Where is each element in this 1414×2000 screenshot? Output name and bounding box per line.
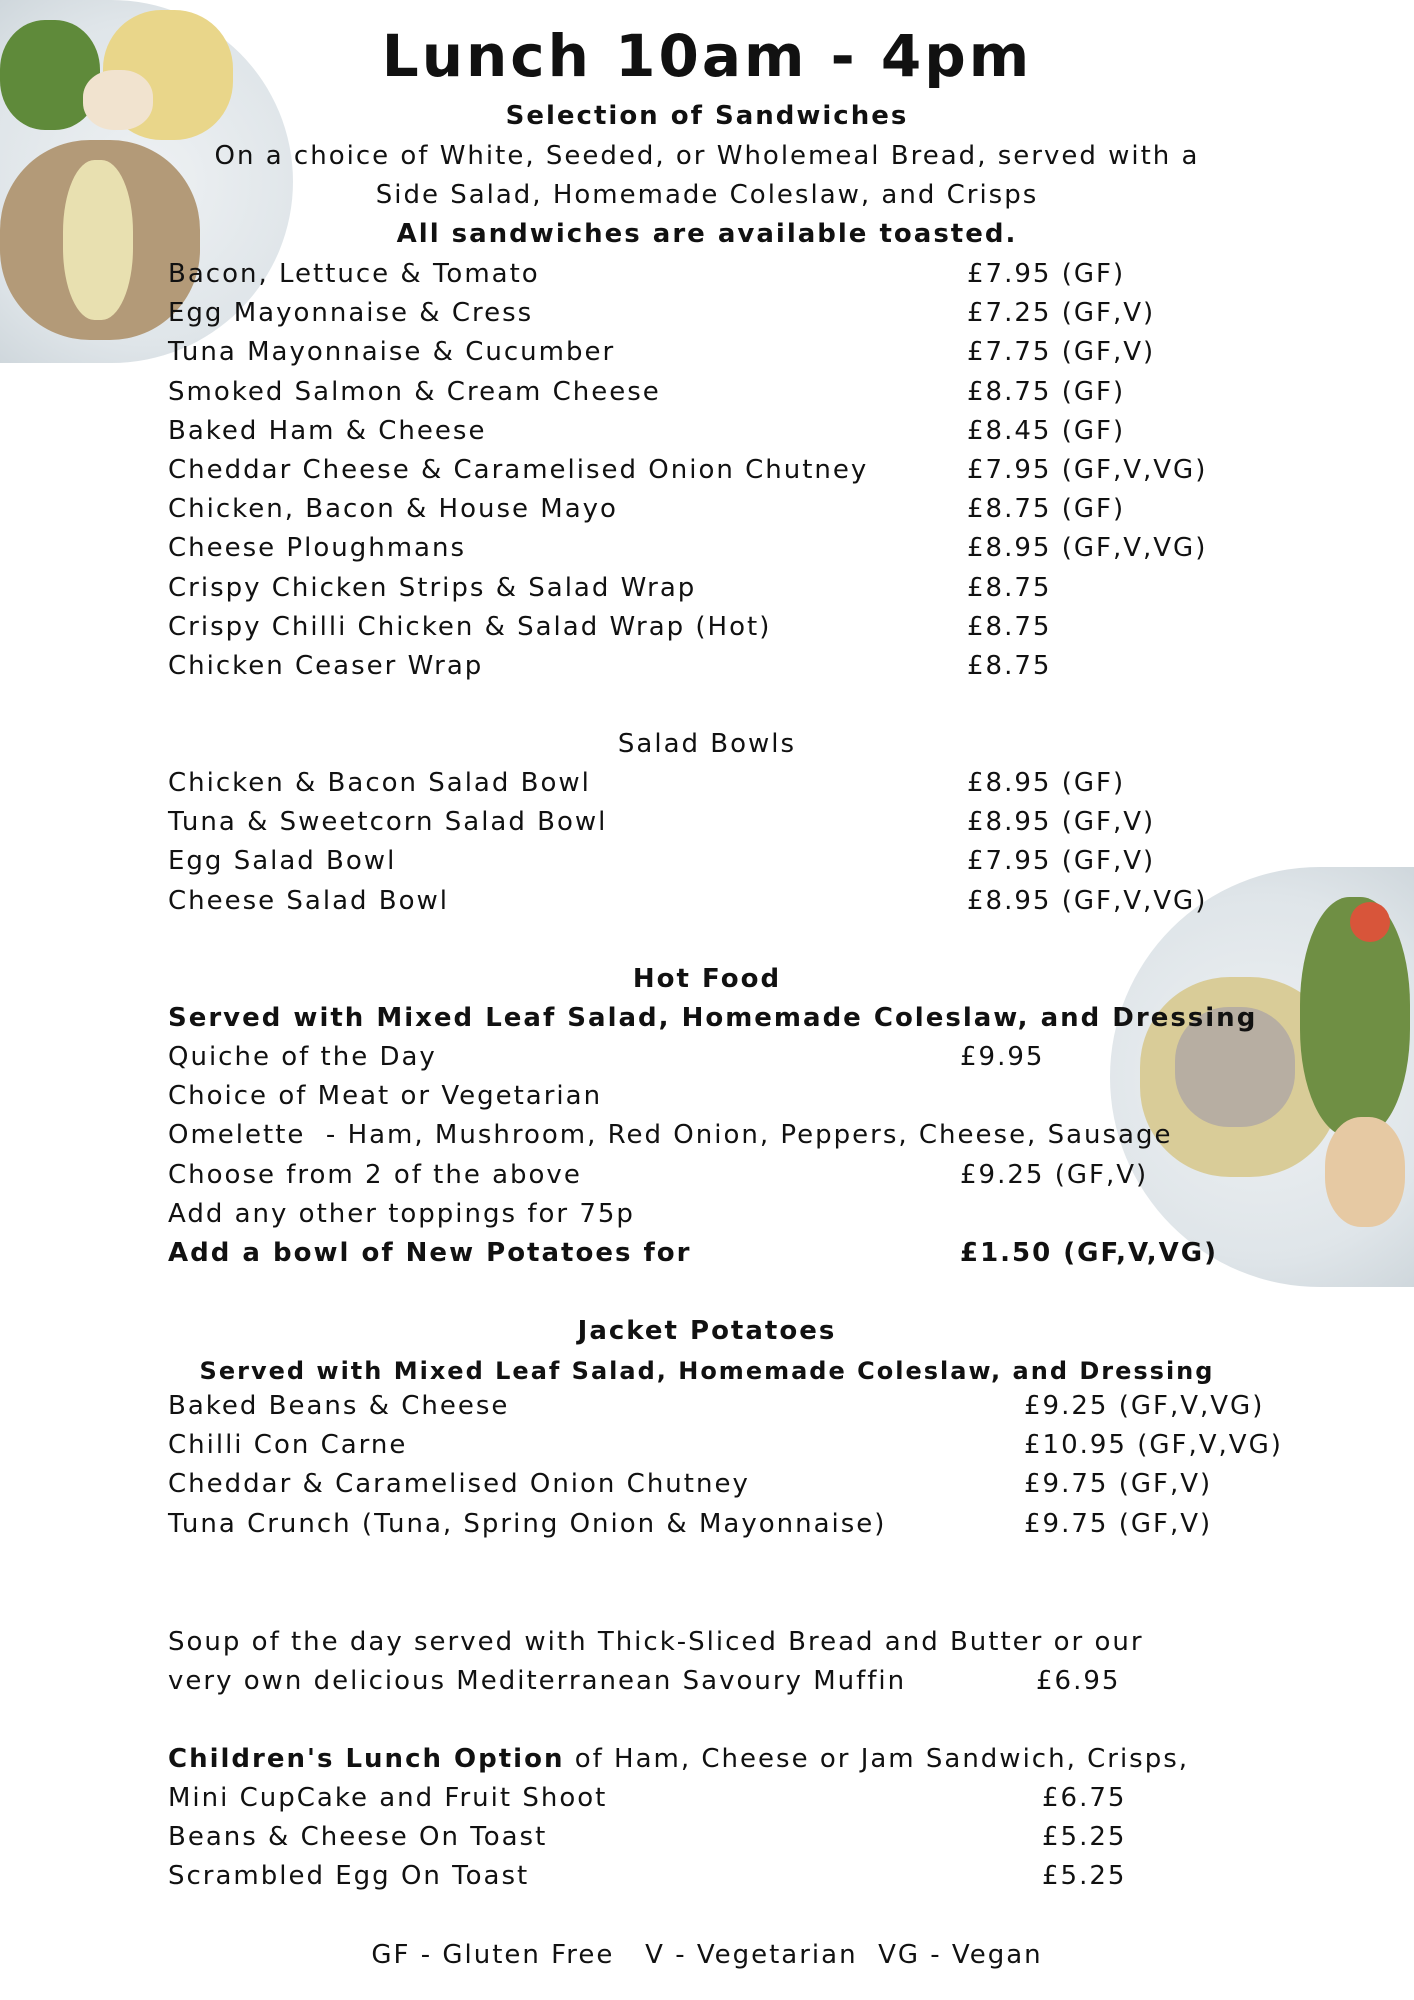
menu-item <box>168 1116 1172 1155</box>
sandwiches-intro-line2: Side Salad, Homemade Coleslaw, and Crisps <box>375 180 1039 210</box>
menu-item-name: Chilli Con Carne <box>168 1430 408 1461</box>
menu-item <box>168 529 1208 568</box>
menu-item-price: £8.75 <box>967 651 1052 681</box>
menu-item-name: Crispy Chilli Chicken & Salad Wrap (Hot) <box>168 611 772 642</box>
menu-item-name: Beans & Cheese On Toast <box>168 1822 548 1853</box>
menu-item-name: Cheddar & Caramelised Onion Chutney <box>168 1469 750 1500</box>
soup-description: very own delicious Mediterranean Savoury Muffin <box>168 1666 907 1696</box>
menu-item-price: £5.25 <box>1042 1822 1127 1853</box>
menu-item-price: £8.75 (GF) <box>967 494 1126 525</box>
menu-item <box>168 1387 1265 1426</box>
menu-item-price: £7.75 (GF,V) <box>967 337 1156 368</box>
menu-item-name: Baked Ham & Cheese <box>168 415 487 446</box>
menu-item-name: Tuna Crunch (Tuna, Spring Onion & Mayonnaise) <box>168 1508 887 1539</box>
jacket-potato-plate-photo <box>1110 867 1414 1287</box>
menu-item-price: £8.95 (GF,V,VG) <box>967 533 1208 564</box>
page-title: Lunch 10am - 4pm <box>381 22 1033 90</box>
menu-item <box>168 1195 635 1234</box>
menu-item-price: £8.45 (GF) <box>967 415 1126 446</box>
menu-item-price: £7.25 (GF,V) <box>967 298 1156 329</box>
menu-item <box>168 1465 1213 1504</box>
menu-item-price: £8.75 (GF) <box>967 376 1126 407</box>
menu-item-price: £9.25 (GF,V) <box>960 1159 1149 1190</box>
menu-item <box>168 1505 1213 1544</box>
menu-item-name: Cheese Ploughmans <box>168 533 466 564</box>
menu-item <box>168 255 1126 294</box>
menu-item-price: £9.95 <box>960 1042 1045 1072</box>
menu-item-price: £9.75 (GF,V) <box>1024 1469 1213 1500</box>
menu-item <box>168 294 1156 333</box>
menu-item-name: Tuna & Sweetcorn Salad Bowl <box>168 807 608 838</box>
hot-food-subheading: Served with Mixed Leaf Salad, Homemade Coleslaw, and Dressing <box>168 1003 1258 1033</box>
menu-item <box>168 1779 1127 1818</box>
menu-item-name: Omelette - Ham, Mushroom, Red Onion, Peppers, Cheese, Sausage <box>168 1120 1173 1151</box>
menu-item-name: Add a bowl of New Potatoes for <box>168 1238 692 1268</box>
menu-item <box>168 647 1052 686</box>
menu-item-price: £8.95 (GF,V) <box>967 807 1156 838</box>
jacket-potatoes-heading: Jacket Potatoes <box>577 1316 837 1346</box>
menu-item-name: Mini CupCake and Fruit Shoot <box>168 1783 608 1813</box>
menu-item-price: £8.95 (GF) <box>967 768 1126 798</box>
menu-item <box>168 608 1052 647</box>
menu-item-price: £7.95 (GF,V,VG) <box>967 455 1208 485</box>
menu-item-name: Choice of Meat or Vegetarian <box>168 1081 603 1112</box>
menu-item-name: Tuna Mayonnaise & Cucumber <box>168 337 616 368</box>
sandwiches-heading: Selection of Sandwiches <box>505 101 909 131</box>
soup-line2 <box>168 1662 1121 1701</box>
menu-item <box>168 1077 602 1116</box>
menu-item-name: Egg Mayonnaise & Cress <box>168 298 534 329</box>
menu-item-name: Smoked Salmon & Cream Cheese <box>168 376 661 407</box>
soup-line1: Soup of the day served with Thick-Sliced Bread and Butter or our <box>168 1627 1144 1657</box>
menu-item <box>168 569 1052 608</box>
menu-item-price: £8.75 <box>967 611 1052 642</box>
menu-item-price: £10.95 (GF,V,VG) <box>1024 1430 1283 1461</box>
menu-item-price: £6.75 <box>1042 1783 1127 1813</box>
menu-item-name: Chicken Ceaser Wrap <box>168 651 484 681</box>
menu-item <box>168 1234 1218 1273</box>
menu-item-price: £5.25 <box>1042 1861 1127 1892</box>
menu-item <box>168 803 1156 842</box>
menu-item-price: £7.95 (GF) <box>967 259 1126 289</box>
menu-item <box>168 1156 1149 1195</box>
menu-item-price: £8.75 <box>967 572 1052 603</box>
children-option-label: Children's Lunch Option <box>168 1744 565 1774</box>
menu-item-name: Add any other toppings for 75p <box>168 1198 635 1229</box>
menu-item-name: Quiche of the Day <box>168 1042 437 1072</box>
children-option-line1 <box>168 1740 1189 1779</box>
soup-price: £6.95 <box>1036 1666 1121 1696</box>
menu-item-price: £7.95 (GF,V) <box>967 846 1156 877</box>
menu-item <box>168 1426 1283 1465</box>
children-option-description: of Ham, Cheese or Jam Sandwich, Crisps, <box>564 1744 1190 1774</box>
salad-bowls-heading: Salad Bowls <box>617 729 797 759</box>
menu-item-name: Cheddar Cheese & Caramelised Onion Chutney <box>168 455 869 485</box>
menu-item <box>168 451 1208 490</box>
menu-item-name: Egg Salad Bowl <box>168 846 397 877</box>
menu-item <box>168 882 1208 921</box>
menu-item-price: £9.75 (GF,V) <box>1024 1508 1213 1539</box>
menu-item <box>168 333 1156 372</box>
dietary-legend: GF - Gluten Free V - Vegetarian VG - Vegan <box>371 1940 1043 1970</box>
hot-food-heading: Hot Food <box>632 964 782 994</box>
menu-item <box>168 764 1126 803</box>
menu-item-name: Bacon, Lettuce & Tomato <box>168 259 540 289</box>
menu-item-name: Crispy Chicken Strips & Salad Wrap <box>168 572 697 603</box>
menu-item-price: £8.95 (GF,V,VG) <box>967 885 1208 916</box>
menu-item-name: Cheese Salad Bowl <box>168 885 450 916</box>
menu-item <box>168 1038 1045 1077</box>
jacket-potatoes-subheading: Served with Mixed Leaf Salad, Homemade Coleslaw, and Dressing <box>199 1357 1215 1385</box>
sandwiches-intro-line1: On a choice of White, Seeded, or Wholemeal Bread, served with a <box>214 141 1200 171</box>
menu-item <box>168 490 1126 529</box>
menu-item-name: Choose from 2 of the above <box>168 1159 582 1190</box>
menu-item-name: Baked Beans & Cheese <box>168 1391 510 1421</box>
menu-item <box>168 842 1156 881</box>
menu-item-name: Scrambled Egg On Toast <box>168 1861 530 1892</box>
tomato-image <box>1350 902 1390 942</box>
coleslaw-image <box>1325 1117 1405 1227</box>
menu-item <box>168 373 1126 412</box>
menu-item <box>168 412 1126 451</box>
menu-item-price: £1.50 (GF,V,VG) <box>960 1238 1218 1268</box>
menu-item-price: £9.25 (GF,V,VG) <box>1024 1391 1265 1421</box>
menu-item <box>168 1818 1127 1857</box>
menu-item-name: Chicken, Bacon & House Mayo <box>168 494 618 525</box>
menu-item <box>168 1857 1127 1896</box>
menu-item-name: Chicken & Bacon Salad Bowl <box>168 768 591 798</box>
sandwiches-toasted-note: All sandwiches are available toasted. <box>396 219 1018 249</box>
